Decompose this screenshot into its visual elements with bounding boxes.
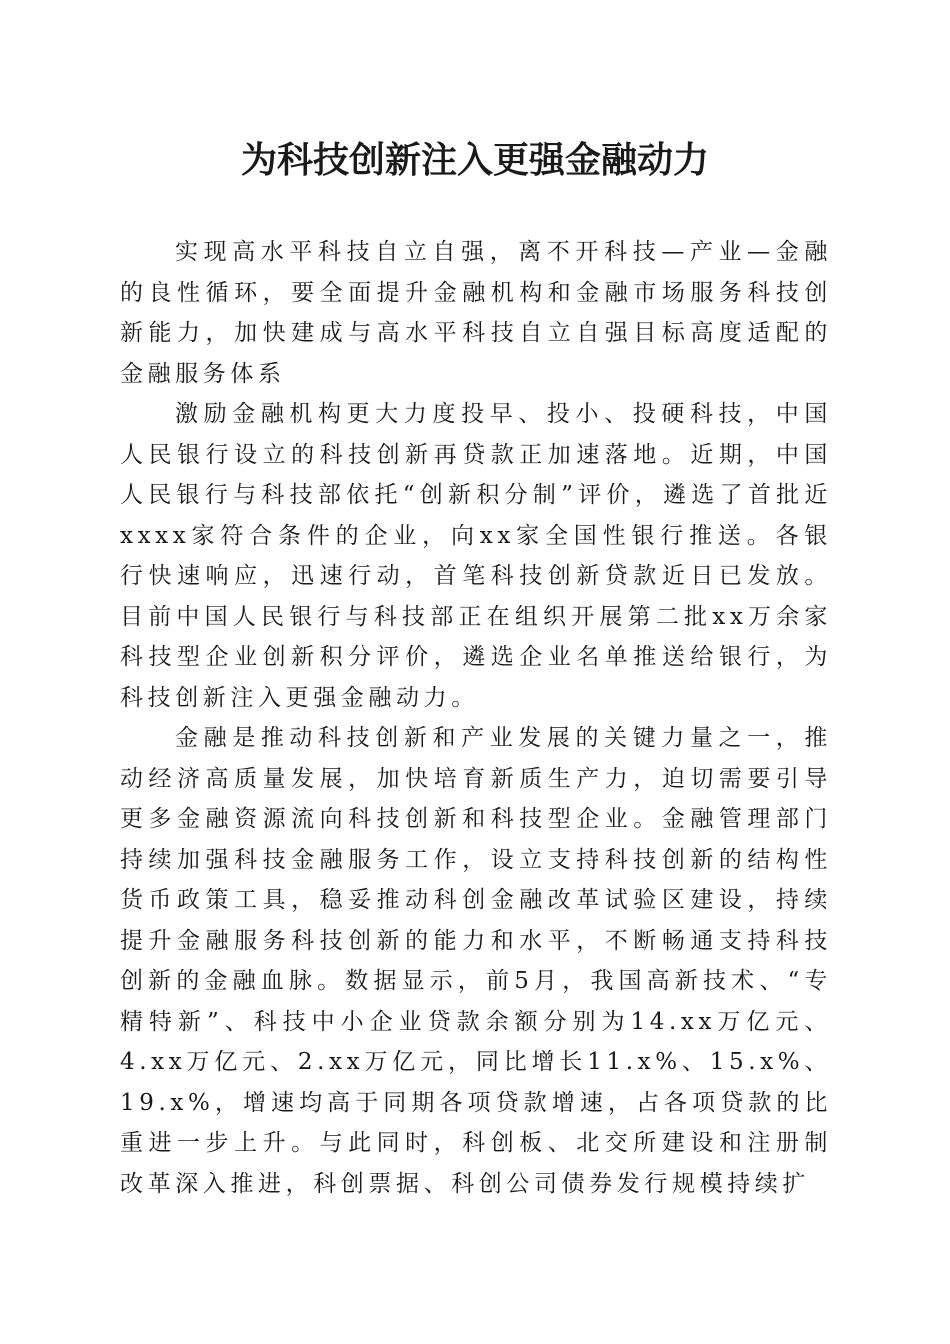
document-title: 为科技创新注入更强金融动力 bbox=[240, 139, 709, 181]
paragraph-2: 激励金融机构更大力度投早、投小、投硬科技，中国人民银行设立的科技创新再贷款正加速落地。近期，中国人民银行与科技部依托“创新积分制”评价，遴选了首批近xxxx家符合条件的企业，向xx家全国性银行推送。各银行快速响应，迅速行动，首笔科技创新贷款近日已发放。目前中国人民银行与科技部正在组织开展第二批xx万余家科技型企业创新积分评价，遴选企业名单推送给银行，为科技创新注入更强金融动力。 bbox=[120, 401, 832, 711]
paragraph-1: 实现高水平科技自立自强，离不开科技—产业—金融的良性循环，要全面提升金融机构和金融市场服务科技创新能力，加快建成与高水平科技自立自强目标高度适配的金融服务体系 bbox=[120, 239, 832, 387]
document-body bbox=[120, 232, 832, 1204]
paragraph-3: 金融是推动科技创新和产业发展的关键力量之一，推动经济高质量发展，加快培育新质生产力，迫切需要引导更多金融资源流向科技创新和科技型企业。金融管理部门持续加强科技金融服务工作，设立支持科技创新的结构性货币政策工具，稳妥推动科创金融改革试验区建设，持续提升金融服务科技创新的能力和水平，不断畅通支持科技创新的金融血脉。数据显示，前5月，我国高新技术、“专精特新”、科技中小企业贷款余额分别为14.xx万亿元、4.xx万亿元、2.xx万亿元，同比增长11.x%、15.x%、19.x%，增速均高于同期各项贷款增速，占各项贷款的比重进一步上升。与此同时，科创板、北交所建设和注册制改革深入推进，科创票据、科创公司债券发行规模持续扩 bbox=[120, 725, 832, 1197]
